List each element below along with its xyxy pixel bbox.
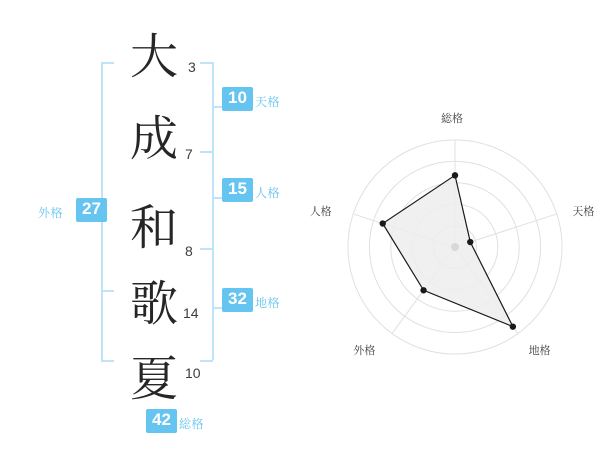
bracket-gaikaku-mid-lower <box>101 290 114 292</box>
kanji-character-2: 成 <box>129 113 178 166</box>
bracket-chikaku-stem <box>212 307 222 309</box>
kanji-character-4: 歌 <box>129 278 178 331</box>
bracket-gaikaku-bottom <box>101 360 114 362</box>
bracket-tenkaku-top <box>200 62 213 64</box>
radar-axis-label-chikaku: 地格 <box>528 345 551 358</box>
bracket-chikaku-bottom <box>200 360 213 362</box>
stroke-count-1: 3 <box>188 59 196 75</box>
radar-axis-label-soukaku: 総格 <box>441 113 463 125</box>
bracket-jinkaku-vertical <box>212 151 214 248</box>
badge-soukaku-value: 42 <box>146 409 177 433</box>
radar-axis-label-tenkaku: 天格 <box>572 206 595 219</box>
badge-jinkaku-value: 15 <box>222 178 253 202</box>
stroke-count-2: 7 <box>185 146 193 162</box>
badge-chikaku-value: 32 <box>222 288 253 312</box>
kanji-character-3: 和 <box>129 202 178 255</box>
bracket-gaikaku-top <box>101 62 114 64</box>
radar-axis-label-gaikaku: 外格 <box>353 345 376 358</box>
badge-chikaku-label: 地格 <box>255 296 281 310</box>
radar-series-area <box>383 175 513 326</box>
badge-tenkaku-label: 天格 <box>255 95 281 109</box>
radar-axis-label-jinkaku: 人格 <box>309 206 332 219</box>
bracket-chikaku-vertical <box>212 248 214 360</box>
bracket-tenkaku-stem <box>212 106 222 108</box>
badge-tenkaku-value: 10 <box>222 87 253 111</box>
stroke-count-4: 14 <box>183 305 199 321</box>
bracket-jinkaku-stem <box>212 197 222 199</box>
radar-chart <box>310 0 600 470</box>
badge-gaikaku-label: 外格 <box>38 206 64 220</box>
badge-soukaku-label: 総格 <box>179 417 205 431</box>
radar-chart-svg <box>310 0 600 470</box>
stroke-count-3: 8 <box>185 243 193 259</box>
radar-center-dot <box>451 243 459 251</box>
kanji-character-5: 夏 <box>129 353 178 406</box>
kanji-character-1: 大 <box>129 31 178 84</box>
stroke-count-5: 10 <box>185 365 201 381</box>
badge-jinkaku-label: 人格 <box>255 186 281 200</box>
badge-gaikaku-value: 27 <box>76 198 107 222</box>
